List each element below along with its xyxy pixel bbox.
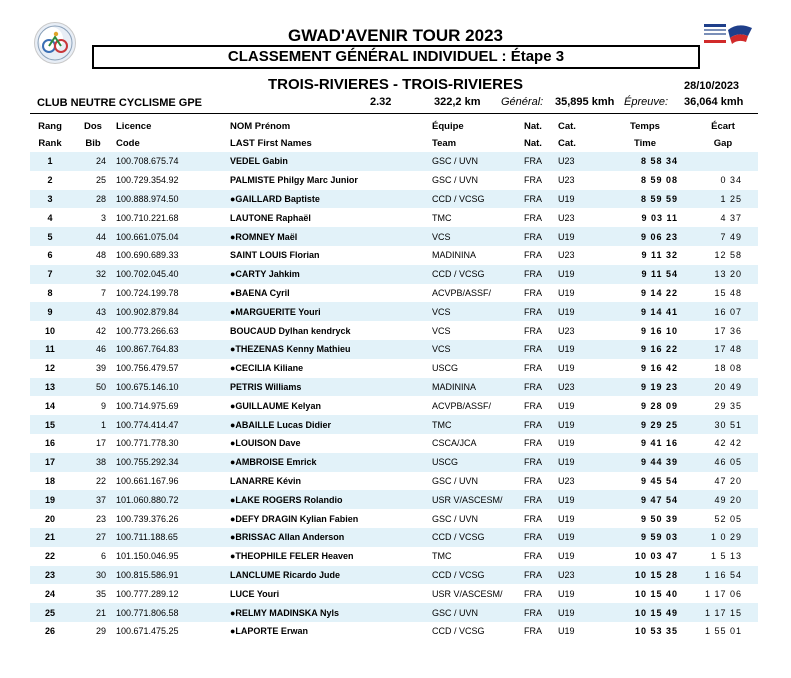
- nationality-cell: FRA: [524, 378, 558, 397]
- time-cell: 9 16 10: [640, 325, 678, 336]
- rider-name-cell: PETRIS Williams: [230, 378, 432, 397]
- table-row: [30, 490, 758, 509]
- col-cat-fr: Cat.: [558, 121, 576, 132]
- rider-name-cell: ●BAENA Cyril: [230, 287, 290, 298]
- bib-cell: 30: [70, 566, 116, 585]
- bib-cell: 44: [70, 227, 116, 246]
- nationality-cell: FRA: [524, 528, 558, 547]
- category-cell: U23: [558, 325, 575, 336]
- col-bib-fr: Dos: [84, 121, 102, 132]
- rank-cell: 11: [30, 340, 70, 359]
- rider-name-cell: ●ABAILLE Lucas Didier: [230, 415, 432, 434]
- category-cell: U19: [558, 438, 575, 449]
- team-cell: GSC / UVN: [432, 513, 479, 524]
- nationality-cell: FRA: [524, 340, 558, 359]
- bib-cell: 17: [95, 438, 106, 449]
- bib-cell: 7: [100, 287, 106, 298]
- col-nat-en: Nat.: [524, 138, 542, 149]
- table-row: [30, 378, 758, 397]
- team-cell: USCG: [432, 363, 459, 374]
- col-rank-en: Rank: [38, 138, 62, 149]
- licence-cell: 100.708.675.74: [116, 152, 230, 171]
- time-cell: 8 59 59: [602, 190, 688, 209]
- col-time-en: Time: [633, 138, 656, 149]
- nationality-cell: FRA: [524, 325, 542, 336]
- bib-cell: 29: [95, 626, 106, 637]
- results-table: [30, 118, 758, 641]
- rider-name-cell: ●LOUISON Dave: [230, 438, 301, 449]
- bib-cell: 22: [95, 475, 106, 486]
- rider-name-cell: ●BRISSAC Allan Anderson: [230, 528, 432, 547]
- nationality-cell: FRA: [524, 287, 542, 298]
- time-cell: 10 03 47: [634, 551, 678, 562]
- nationality-cell: FRA: [524, 475, 542, 486]
- licence-cell: 100.888.974.50: [116, 190, 230, 209]
- total-distance: 322,2 km: [434, 96, 481, 108]
- team-cell: TMC: [432, 212, 452, 223]
- time-cell: 9 41 16: [640, 438, 678, 449]
- time-cell: 9 28 09: [640, 400, 678, 411]
- gap-cell: 20 49: [688, 378, 758, 397]
- time-cell: 9 45 54: [640, 475, 678, 486]
- rank-cell: 3: [30, 190, 70, 209]
- table-row: [30, 340, 758, 359]
- time-cell: 9 50 39: [640, 513, 678, 524]
- table-row: [30, 472, 758, 491]
- licence-cell: 100.815.586.91: [116, 566, 230, 585]
- gap-cell: 15 48: [714, 287, 742, 298]
- rider-name-cell: ●LAPORTE Erwan: [230, 626, 308, 637]
- rider-name-cell: ●MARGUERITE Youri: [230, 302, 432, 321]
- rank-cell: 18: [44, 475, 55, 486]
- time-cell: 10 53 35: [634, 626, 678, 637]
- bib-cell: 50: [70, 378, 116, 397]
- col-gap-en: Gap: [713, 138, 733, 149]
- bib-cell: 28: [70, 190, 116, 209]
- table-row: [30, 208, 758, 227]
- col-name-fr: NOM Prénom: [230, 121, 291, 132]
- rank-cell: 26: [44, 626, 55, 637]
- classification-title: CLASSEMENT GÉNÉRAL INDIVIDUEL : Étape 3: [92, 45, 700, 69]
- licence-cell: 100.867.764.83: [116, 340, 230, 359]
- bib-cell: 48: [95, 250, 106, 261]
- gap-cell: 1 25: [688, 190, 758, 209]
- results-body: [30, 152, 758, 641]
- bib-cell: 39: [95, 363, 106, 374]
- table-row: [30, 509, 758, 528]
- time-cell: 9 06 23: [602, 227, 688, 246]
- table-row: [30, 171, 758, 190]
- bib-cell: 3: [100, 212, 106, 223]
- team-cell: CSCA/JCA: [432, 438, 477, 449]
- gap-cell: 1 5 13: [710, 551, 742, 562]
- nationality-cell: FRA: [524, 588, 542, 599]
- team-cell: VCS: [432, 340, 524, 359]
- col-name-en: LAST First Names: [230, 138, 312, 149]
- table-row: [30, 190, 758, 209]
- nationality-cell: FRA: [524, 212, 542, 223]
- nationality-cell: FRA: [524, 513, 542, 524]
- category-cell: U19: [558, 513, 575, 524]
- category-cell: U19: [558, 588, 575, 599]
- category-cell: U19: [558, 453, 602, 472]
- gap-cell: 29 35: [714, 400, 742, 411]
- category-cell: U19: [558, 287, 575, 298]
- rank-cell: 2: [47, 175, 53, 186]
- team-cell: CCD / VCSG: [432, 190, 524, 209]
- table-row: [30, 359, 758, 378]
- time-cell: 9 44 39: [602, 453, 688, 472]
- time-cell: 10 15 28: [602, 566, 688, 585]
- rank-cell: 17: [30, 453, 70, 472]
- team-cell: MADININA: [432, 378, 524, 397]
- team-cell: GSC / UVN: [432, 603, 524, 622]
- gap-cell: 17 36: [714, 325, 742, 336]
- col-licence-en: Code: [116, 138, 140, 149]
- team-cell: USCG: [432, 453, 524, 472]
- col-nat-fr: Nat.: [524, 121, 542, 132]
- bib-cell: 24: [70, 152, 116, 171]
- bib-cell: 23: [95, 513, 106, 524]
- category-cell: U23: [558, 566, 602, 585]
- category-cell: U23: [558, 250, 575, 261]
- rider-name-cell: ●CECILIA Kiliane: [230, 363, 304, 374]
- gap-cell: 7 49: [688, 227, 758, 246]
- licence-cell: 100.902.879.84: [116, 302, 230, 321]
- gap-cell: 42 42: [714, 438, 742, 449]
- time-cell: 9 11 32: [641, 250, 678, 261]
- licence-cell: 100.771.778.30: [116, 438, 179, 449]
- time-cell: 9 14 41: [602, 302, 688, 321]
- nationality-cell: FRA: [524, 250, 542, 261]
- rider-name-cell: SAINT LOUIS Florian: [230, 250, 320, 261]
- licence-cell: 100.690.689.33: [116, 250, 179, 261]
- table-row: [30, 603, 758, 622]
- bib-cell: 37: [70, 490, 116, 509]
- category-cell: U19: [558, 363, 575, 374]
- rider-name-cell: VEDEL Gabin: [230, 152, 432, 171]
- nationality-cell: FRA: [524, 363, 542, 374]
- table-row: [30, 396, 758, 415]
- nationality-cell: FRA: [524, 152, 558, 171]
- time-cell: 9 11 54: [602, 265, 688, 284]
- time-cell: 9 19 23: [602, 378, 688, 397]
- category-cell: U19: [558, 340, 602, 359]
- gap-cell: 16 07: [688, 302, 758, 321]
- nationality-cell: FRA: [524, 438, 542, 449]
- licence-cell: 100.711.188.65: [116, 528, 230, 547]
- licence-cell: 100.771.806.58: [116, 603, 230, 622]
- rider-name-cell: LUCE Youri: [230, 588, 280, 599]
- table-row: [30, 547, 758, 566]
- licence-cell: 100.702.045.40: [116, 265, 230, 284]
- rider-name-cell: ●THEZENAS Kenny Mathieu: [230, 340, 432, 359]
- gap-cell: 52 05: [714, 513, 742, 524]
- stage-speed-value: 36,064 kmh: [684, 96, 744, 108]
- col-gap-fr: Écart: [711, 121, 735, 132]
- bib-cell: 43: [70, 302, 116, 321]
- gap-cell: 4 37: [720, 212, 742, 223]
- table-row: [30, 453, 758, 472]
- header-row-fr: [30, 118, 758, 135]
- header-row-en: [30, 135, 758, 152]
- col-team-en: Team: [432, 138, 457, 149]
- rider-name-cell: LANCLUME Ricardo Jude: [230, 566, 432, 585]
- category-cell: U19: [558, 265, 602, 284]
- header-divider: [30, 113, 758, 114]
- licence-cell: 100.756.479.57: [116, 363, 179, 374]
- rider-name-cell: ●DEFY DRAGIN Kylian Fabien: [230, 513, 359, 524]
- general-speed-label: [501, 96, 543, 108]
- organizer-club: CLUB NEUTRE CYCLISME GPE: [37, 97, 203, 109]
- table-row: [30, 415, 758, 434]
- team-cell: CCD / VCSG: [432, 626, 485, 637]
- gap-cell: 47 20: [714, 475, 742, 486]
- rider-name-cell: ●GAILLARD Baptiste: [230, 190, 432, 209]
- licence-cell: 100.661.167.96: [116, 475, 179, 486]
- team-cell: VCS: [432, 325, 451, 336]
- category-cell: U19: [558, 190, 602, 209]
- table-row: [30, 584, 758, 603]
- stage-date: 28/10/2023: [684, 80, 740, 92]
- rank-cell: 13: [30, 378, 70, 397]
- gap-cell: 1 0 29: [688, 528, 758, 547]
- event-title: GWAD'AVENIR TOUR 2023: [287, 26, 503, 45]
- licence-cell: 100.671.475.25: [116, 626, 179, 637]
- rank-cell: 24: [44, 588, 55, 599]
- table-row: [30, 265, 758, 284]
- time-cell: 9 59 03: [602, 528, 688, 547]
- stage-code: 2.32: [370, 96, 392, 108]
- bib-cell: 9: [100, 400, 106, 411]
- licence-cell: 100.729.354.92: [116, 175, 179, 186]
- licence-cell: 101.060.880.72: [116, 490, 230, 509]
- team-cell: GSC / UVN: [432, 175, 479, 186]
- gap-cell: 17 48: [688, 340, 758, 359]
- bib-cell: 32: [70, 265, 116, 284]
- col-team-fr: Équipe: [432, 121, 464, 132]
- nationality-cell: FRA: [524, 603, 558, 622]
- col-bib-en: Bib: [85, 138, 101, 149]
- team-cell: USR V/ASCESM/: [432, 588, 503, 599]
- category-cell: U23: [558, 212, 575, 223]
- col-time-fr: Temps: [630, 121, 660, 132]
- time-cell: 9 14 22: [640, 287, 678, 298]
- category-cell: U19: [558, 528, 602, 547]
- nationality-cell: FRA: [524, 453, 558, 472]
- category-cell: U19: [558, 551, 575, 562]
- team-cell: GSC / UVN: [432, 475, 479, 486]
- category-cell: U23: [558, 378, 602, 397]
- nationality-cell: FRA: [524, 415, 558, 434]
- rank-cell: 10: [44, 325, 55, 336]
- licence-cell: 100.724.199.78: [116, 287, 179, 298]
- table-row: [30, 566, 758, 585]
- gap-cell: 46 05: [688, 453, 758, 472]
- category-cell: U23: [558, 175, 575, 186]
- rank-cell: 12: [44, 363, 55, 374]
- table-row: [30, 434, 758, 453]
- team-cell: TMC: [432, 551, 452, 562]
- rank-cell: 1: [30, 152, 70, 171]
- licence-cell: 100.777.289.12: [116, 588, 179, 599]
- category-cell: U19: [558, 490, 602, 509]
- time-cell: 9 03 11: [641, 212, 678, 223]
- bib-cell: 46: [70, 340, 116, 359]
- gap-cell: 1 17 15: [688, 603, 758, 622]
- category-cell: U23: [558, 152, 602, 171]
- category-cell: U19: [558, 626, 575, 637]
- rank-cell: 4: [47, 212, 53, 223]
- team-cell: CCD / VCSG: [432, 265, 524, 284]
- team-cell: CCD / VCSG: [432, 528, 524, 547]
- bib-cell: 38: [70, 453, 116, 472]
- col-cat-en: Cat.: [558, 138, 576, 149]
- nationality-cell: FRA: [524, 551, 542, 562]
- team-cell: GSC / UVN: [432, 152, 524, 171]
- licence-cell: 100.675.146.10: [116, 378, 230, 397]
- nationality-cell: FRA: [524, 190, 558, 209]
- table-row: [30, 321, 758, 340]
- licence-cell: 100.710.221.68: [116, 212, 179, 223]
- category-cell: U19: [558, 302, 602, 321]
- licence-cell: 100.755.292.34: [116, 453, 230, 472]
- nationality-cell: FRA: [524, 566, 558, 585]
- team-cell: VCS: [432, 227, 524, 246]
- rank-cell: 20: [44, 513, 55, 524]
- nationality-cell: FRA: [524, 626, 542, 637]
- rank-cell: 5: [30, 227, 70, 246]
- team-cell: CCD / VCSG: [432, 566, 524, 585]
- team-cell: ACVPB/ASSF/: [432, 400, 492, 411]
- bib-cell: 27: [70, 528, 116, 547]
- time-cell: 10 15 40: [634, 588, 678, 599]
- bib-cell: 6: [100, 551, 106, 562]
- rank-cell: 19: [30, 490, 70, 509]
- bib-cell: 1: [70, 415, 116, 434]
- rider-name-cell: ●ROMNEY Maël: [230, 227, 432, 246]
- col-rank-fr: Rang: [38, 121, 62, 132]
- category-cell: U19: [558, 400, 575, 411]
- gap-cell: 18 08: [714, 363, 742, 374]
- rank-cell: 14: [44, 400, 55, 411]
- rank-cell: 22: [44, 551, 55, 562]
- time-cell: 8 59 08: [640, 175, 678, 186]
- rank-cell: 6: [47, 250, 53, 261]
- table-row: [30, 246, 758, 265]
- bib-cell: 42: [95, 325, 106, 336]
- licence-cell: 101.150.046.95: [116, 551, 179, 562]
- rank-cell: 21: [30, 528, 70, 547]
- bib-cell: 21: [70, 603, 116, 622]
- gap-cell: 0 34: [720, 175, 742, 186]
- time-cell: 10 15 49: [602, 603, 688, 622]
- nationality-cell: FRA: [524, 490, 558, 509]
- nationality-cell: FRA: [524, 400, 542, 411]
- licence-cell: 100.774.414.47: [116, 415, 230, 434]
- rider-name-cell: LANARRE Kévin: [230, 475, 302, 486]
- rider-name-cell: ●THEOPHILE FELER Heaven: [230, 551, 354, 562]
- category-cell: U19: [558, 603, 602, 622]
- licence-cell: 100.661.075.04: [116, 227, 230, 246]
- rank-cell: 25: [30, 603, 70, 622]
- rank-cell: 16: [44, 438, 55, 449]
- table-row: [30, 622, 758, 641]
- nationality-cell: FRA: [524, 265, 558, 284]
- rank-cell: 23: [30, 566, 70, 585]
- table-row: [30, 152, 758, 171]
- category-cell: U19: [558, 415, 602, 434]
- table-row: [30, 227, 758, 246]
- gap-cell: [688, 152, 758, 171]
- bib-cell: 25: [95, 175, 106, 186]
- gap-cell: 1 16 54: [688, 566, 758, 585]
- team-cell: TMC: [432, 415, 524, 434]
- stage-speed-caption: Épreuve:: [624, 96, 669, 108]
- time-cell: 9 16 22: [602, 340, 688, 359]
- team-cell: ACVPB/ASSF/: [432, 287, 492, 298]
- gap-cell: 1 17 06: [704, 588, 742, 599]
- time-cell: 9 29 25: [602, 415, 688, 434]
- nationality-cell: FRA: [524, 227, 558, 246]
- rider-name-cell: BOUCAUD Dylhan kendryck: [230, 325, 351, 336]
- bib-cell: 35: [95, 588, 106, 599]
- time-cell: 8 58 34: [602, 152, 688, 171]
- licence-cell: 100.773.266.63: [116, 325, 179, 336]
- rider-name-cell: ●CARTY Jahkim: [230, 265, 432, 284]
- nationality-cell: FRA: [524, 175, 542, 186]
- gap-cell: 30 51: [688, 415, 758, 434]
- rank-cell: 9: [30, 302, 70, 321]
- team-cell: USR V/ASCESM/: [432, 490, 524, 509]
- table-row: [30, 302, 758, 321]
- rider-name-cell: ●LAKE ROGERS Rolandio: [230, 490, 432, 509]
- category-cell: U23: [558, 475, 575, 486]
- time-cell: 9 16 42: [640, 363, 678, 374]
- gap-cell: 12 58: [714, 250, 742, 261]
- time-cell: 9 47 54: [602, 490, 688, 509]
- general-speed-value: 35,895 kmh: [555, 96, 615, 108]
- col-licence-fr: Licence: [116, 121, 152, 132]
- rider-name-cell: ●AMBROISE Emrick: [230, 453, 432, 472]
- licence-cell: 100.714.975.69: [116, 400, 179, 411]
- licence-cell: 100.739.376.26: [116, 513, 179, 524]
- stage-speed-label: [624, 96, 668, 108]
- category-cell: U19: [558, 227, 602, 246]
- team-cell: MADININA: [432, 250, 477, 261]
- gap-cell: 49 20: [688, 490, 758, 509]
- table-row: [30, 284, 758, 303]
- team-cell: VCS: [432, 302, 524, 321]
- rider-name-cell: ●GUILLAUME Kelyan: [230, 400, 321, 411]
- stage-route: TROIS-RIVIERES - TROIS-RIVIERES: [267, 76, 524, 93]
- nationality-cell: FRA: [524, 302, 558, 321]
- rank-cell: 7: [30, 265, 70, 284]
- rider-name-cell: ●RELMY MADINSKA Nyls: [230, 603, 432, 622]
- gap-cell: 13 20: [688, 265, 758, 284]
- rank-cell: 8: [47, 287, 53, 298]
- general-speed-caption: Général:: [501, 96, 544, 108]
- rank-cell: 15: [30, 415, 70, 434]
- gap-cell: 1 55 01: [704, 626, 742, 637]
- rider-name-cell: LAUTONE Raphaël: [230, 212, 311, 223]
- rider-name-cell: PALMISTE Philgy Marc Junior: [230, 175, 358, 186]
- table-row: [30, 528, 758, 547]
